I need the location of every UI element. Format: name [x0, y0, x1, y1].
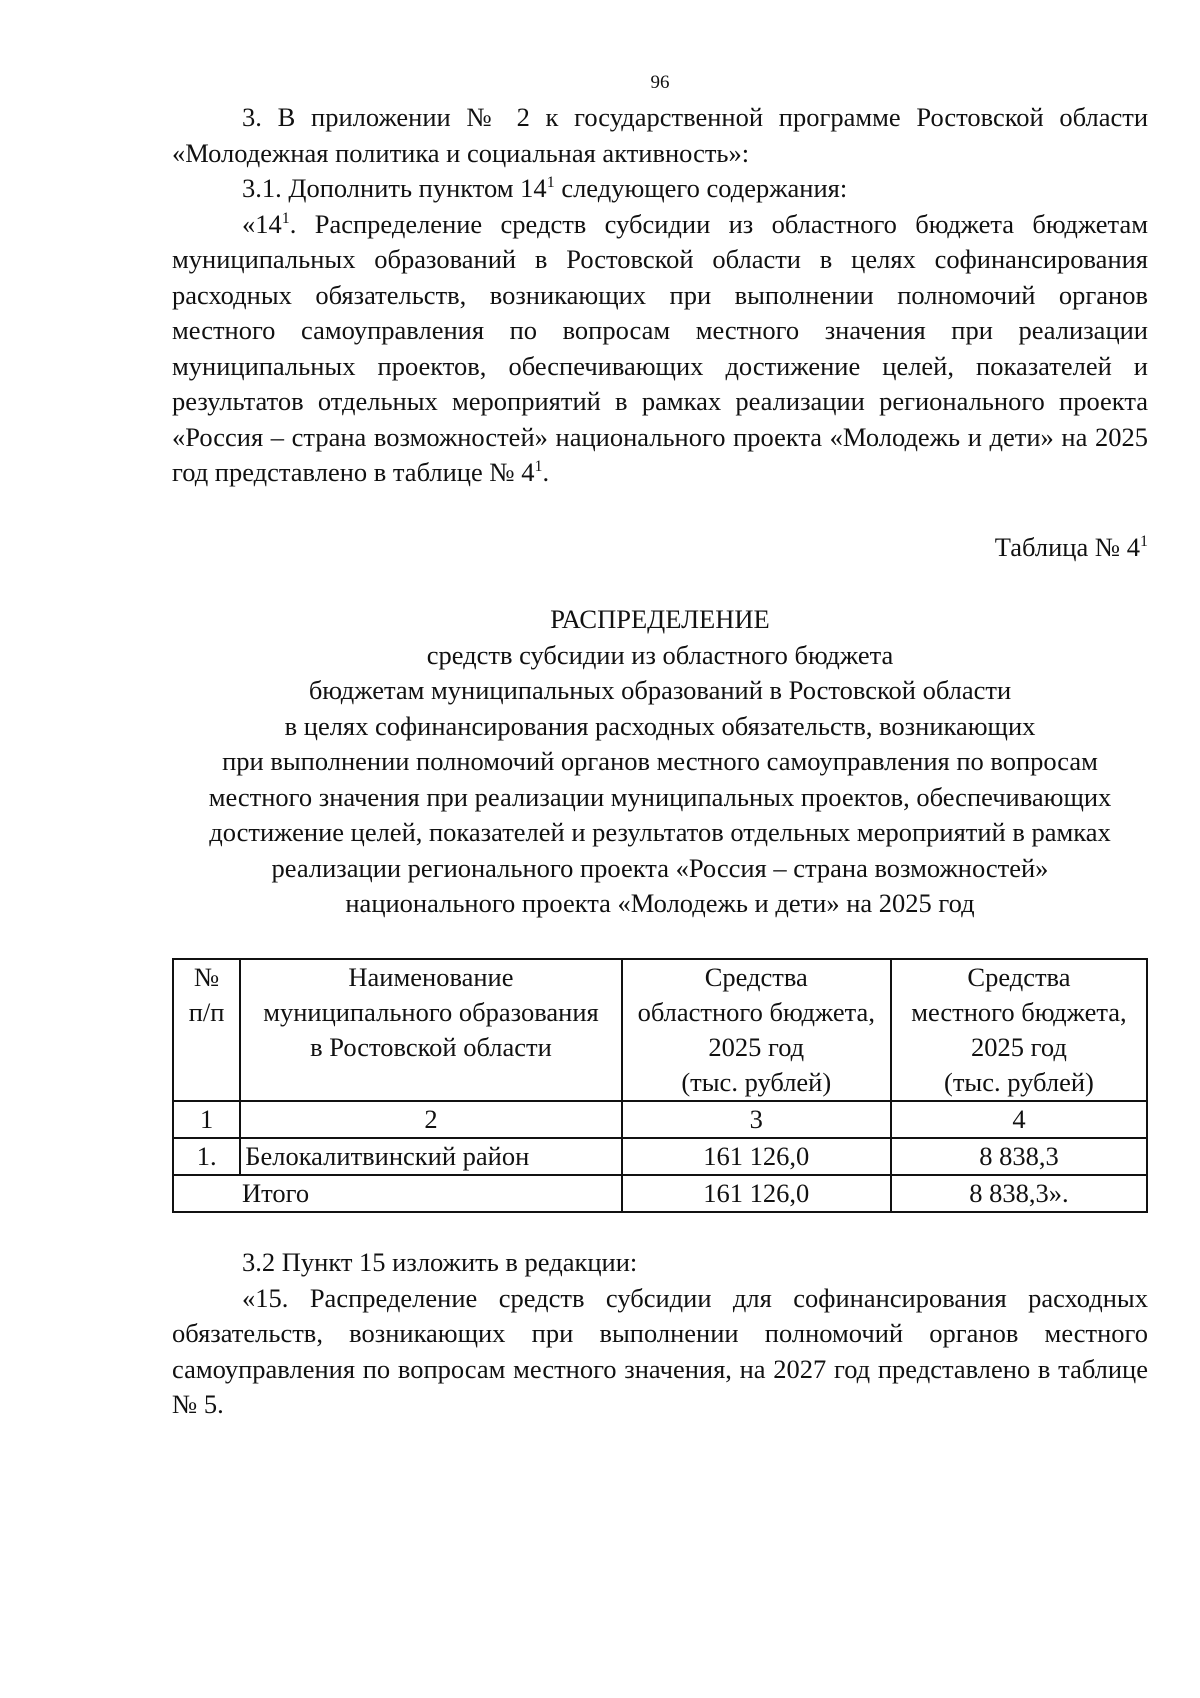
paragraph-14-1-text: . Распределение средств субсидии из областного бюджета бюджетам муниципальных образований в Ростовской области в целях софинансирования расходных обязательств, возникающих при выполнении полномочий органов местного самоуправления по вопросам местного значения при реализации муниципальных проектов, обеспечивающих достижение целей, показателей и результатов отдельных мероприятий в рамках реализации регионального проекта «Россия – страна возможностей» национального проекта «Молодежь и дети» на 2025 год представлено в таблице № 4: [172, 208, 1148, 487]
title-heading: РАСПРЕДЕЛЕНИЕ: [550, 604, 770, 634]
column-number: 1: [173, 1101, 240, 1138]
table-total-row: [173, 1175, 1147, 1212]
intro-text: [172, 100, 1148, 491]
page-number: 96: [650, 72, 670, 93]
table-label-text: Таблица № 4: [994, 532, 1140, 562]
paragraph-14-1-open: «14: [242, 208, 282, 239]
superscript: 1: [1140, 533, 1148, 550]
header-line: муниципального образования: [263, 997, 599, 1027]
distribution-title: [172, 602, 1148, 922]
title-line: бюджетам муниципальных образований в Ростовской области: [308, 675, 1012, 705]
header-line: (тыс. рублей): [944, 1067, 1094, 1097]
title-line: при выполнении полномочий органов местного самоуправления по вопросам: [222, 746, 1098, 776]
table-header-row: [173, 959, 1147, 1101]
header-line: областного бюджета,: [637, 997, 875, 1027]
municipality-name: Белокалитвинский район: [240, 1138, 621, 1175]
table-numbering-row: [173, 1101, 1147, 1138]
paragraph-3-1-text: 3.1. Дополнить пунктом 14: [242, 173, 547, 203]
title-line: местного значения при реализации муниципальных проектов, обеспечивающих: [208, 781, 1112, 812]
header-line: Наименование: [348, 962, 514, 992]
paragraph-15: «15. Распределение средств субсидии для софинансирования расходных обязательств, возникающих при выполнении полномочий органов местного самоуправления по вопросам местного значения, на 2027 год представлено в таблице № 5.: [172, 1282, 1148, 1419]
header-line: 2025 год: [971, 1032, 1067, 1062]
paragraph-14-1-end: .: [542, 457, 550, 487]
superscript: 1: [546, 174, 555, 191]
column-number: 3: [622, 1101, 891, 1138]
title-line: национального проекта «Молодежь и дети» на 2025 год: [345, 888, 975, 918]
superscript: 1: [281, 209, 290, 227]
table-label: [995, 530, 1148, 565]
total-regional-value: 161 126,0: [622, 1175, 891, 1212]
title-line: достижение целей, показателей и результатов отдельных мероприятий в рамках: [209, 817, 1111, 847]
local-budget-value: 8 838,3: [891, 1138, 1147, 1175]
header-local-budget: [891, 959, 1147, 1101]
header-municipality: [240, 959, 621, 1101]
header-line: п/п: [188, 997, 225, 1027]
distribution-table: [172, 958, 1148, 1213]
header-line: (тыс. рублей): [681, 1067, 832, 1097]
header-line: Средства: [967, 962, 1071, 992]
header-number: [173, 959, 240, 1101]
header-line: Средства: [704, 962, 808, 992]
header-line: местного бюджета,: [911, 997, 1127, 1027]
title-line: в целях софинансирования расходных обязательств, возникающих: [284, 710, 1036, 741]
header-line: в Ростовской области: [310, 1032, 552, 1062]
header-line: №: [193, 962, 220, 992]
regional-budget-value: 161 126,0: [622, 1138, 891, 1175]
column-number: 4: [891, 1101, 1147, 1138]
total-local-value: 8 838,3».: [891, 1175, 1147, 1212]
paragraph-3-2: 3.2 Пункт 15 изложить в редакции:: [242, 1247, 638, 1277]
paragraph-3-1: [172, 171, 1148, 207]
section-3-2-text: [172, 1245, 1148, 1423]
header-regional-budget: [622, 959, 891, 1101]
total-label: Итого: [173, 1175, 622, 1212]
paragraph-3: 3. В приложении № 2 к государственной программе Ростовской области «Молодежная политика и социальная активность»:: [172, 102, 1148, 168]
table-row: [173, 1138, 1147, 1175]
superscript: 1: [534, 458, 543, 475]
paragraph-14-1: [172, 207, 1148, 491]
column-number: 2: [240, 1101, 621, 1138]
row-number: 1.: [173, 1138, 240, 1175]
title-line: реализации регионального проекта «Россия – страна возможностей»: [271, 852, 1049, 883]
title-line: средств субсидии из областного бюджета: [426, 639, 894, 670]
paragraph-3-1-tail: следующего содержания:: [554, 173, 848, 203]
header-line: 2025 год: [708, 1032, 805, 1062]
